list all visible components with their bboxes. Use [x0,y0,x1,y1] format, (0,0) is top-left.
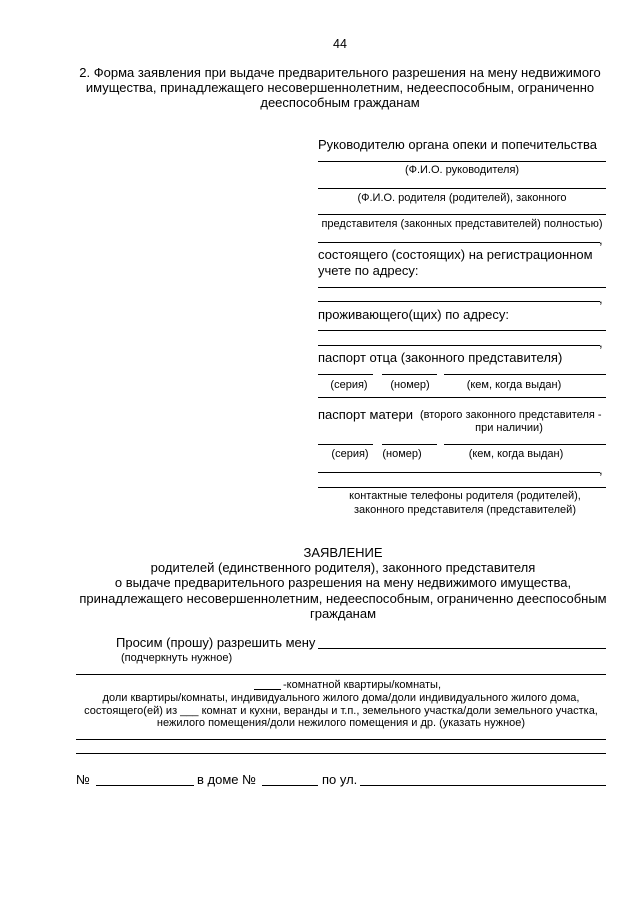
mother-number-field[interactable] [382,444,437,445]
registration-address-field-2[interactable] [318,301,600,302]
underline-hint: (подчеркнуть нужное) [121,652,233,664]
mother-note-2: при наличии) [475,422,543,434]
rooms-line: -комнатной квартиры/комнаты, [283,679,442,691]
mother-issued-hint: (кем, когда выдан) [468,448,564,460]
phones-hint-1: контактные телефоны родителя (родителей), [349,490,581,502]
street-label: по ул. [322,772,358,787]
head-name-hint: (Ф.И.О. руководителя) [404,164,520,176]
heading-line-3: дееспособным гражданам [260,95,420,110]
number-label: № [76,772,90,787]
father-number-field[interactable] [382,374,437,375]
father-series-field[interactable] [318,374,373,375]
father-passport-label: паспорт отца (законного представителя) [318,350,563,365]
father-number-hint: (номер) [390,379,430,391]
mother-note-1: (второго законного представителя - [420,409,602,421]
request-label: Просим (прошу) разрешить мену [116,635,316,650]
living-address-field-2[interactable] [318,345,600,346]
heading-line-1: 2. Форма заявления при выдаче предварительного разрешения на мену недвижимого [79,65,601,80]
house-number-field[interactable] [262,785,318,786]
apartment-number-field[interactable] [96,785,194,786]
living-address-field-1[interactable] [318,330,606,331]
rooms-count-field[interactable] [254,689,281,690]
registered-label-1: состоящего (состоящих) на регистрационном [318,247,593,262]
description-line-3: нежилого помещения/доли нежилого помещения и др. (указать нужное) [156,717,526,729]
request-field[interactable] [318,648,606,649]
mother-passport-label: паспорт матери [318,407,413,422]
registered-label-2: учете по адресу: [318,263,419,278]
father-series-hint: (серия) [330,379,368,391]
property-field-2[interactable] [76,739,606,740]
application-subtitle-2: о выдаче предварительного разрешения на мену недвижимого имущества, [114,575,572,590]
parent-name-field-3[interactable] [318,242,600,243]
father-issued-hint: (кем, когда выдан) [466,379,562,391]
parent-name-field-1[interactable] [318,188,606,189]
heading-line-2: имущества, принадлежащего несовершеннолетним, недееспособным, ограниченно [85,80,595,95]
phone-field[interactable] [318,487,606,488]
street-field[interactable] [360,785,606,786]
father-passport-extra-field[interactable] [318,397,606,398]
application-subtitle-1: родителей (единственного родителя), законного представителя [150,560,536,575]
phones-hint-2: законного представителя (представителей) [354,504,576,516]
application-subtitle-3: принадлежащего несовершеннолетним, недееспособным, ограниченно дееспособным [79,591,607,606]
application-title: ЗАЯВЛЕНИЕ [303,545,383,560]
mother-series-hint: (серия) [331,448,369,460]
father-issued-field[interactable] [444,374,606,375]
parent-name-field-2[interactable] [318,214,606,215]
property-field-3[interactable] [76,753,606,754]
mother-passport-extra-field[interactable] [318,472,600,473]
description-line-1: доли квартиры/комнаты, индивидуального жилого дома/доли индивидуального жилого дома, [102,692,580,704]
registration-address-field-1[interactable] [318,287,606,288]
page-number: 44 [333,37,347,51]
parent-name-hint-1: (Ф.И.О. родителя (родителей), законного [357,192,567,204]
living-label: проживающего(щих) по адресу: [318,307,510,322]
application-subtitle-4: гражданам [309,606,377,621]
house-label: в доме № [197,772,257,787]
mother-series-field[interactable] [318,444,373,445]
property-field-1[interactable] [76,674,606,675]
head-name-field[interactable] [318,161,606,162]
addressee-to: Руководителю органа опеки и попечительства [318,137,597,152]
parent-name-hint-2: представителя (законных представителей) полностью) [321,218,603,230]
mother-number-hint: (номер) [382,448,422,460]
mother-issued-field[interactable] [444,444,606,445]
description-line-2: состоящего(ей) из ___ комнат и кухни, веранды и т.п., земельного участка/доли земельного участка, [84,705,598,717]
